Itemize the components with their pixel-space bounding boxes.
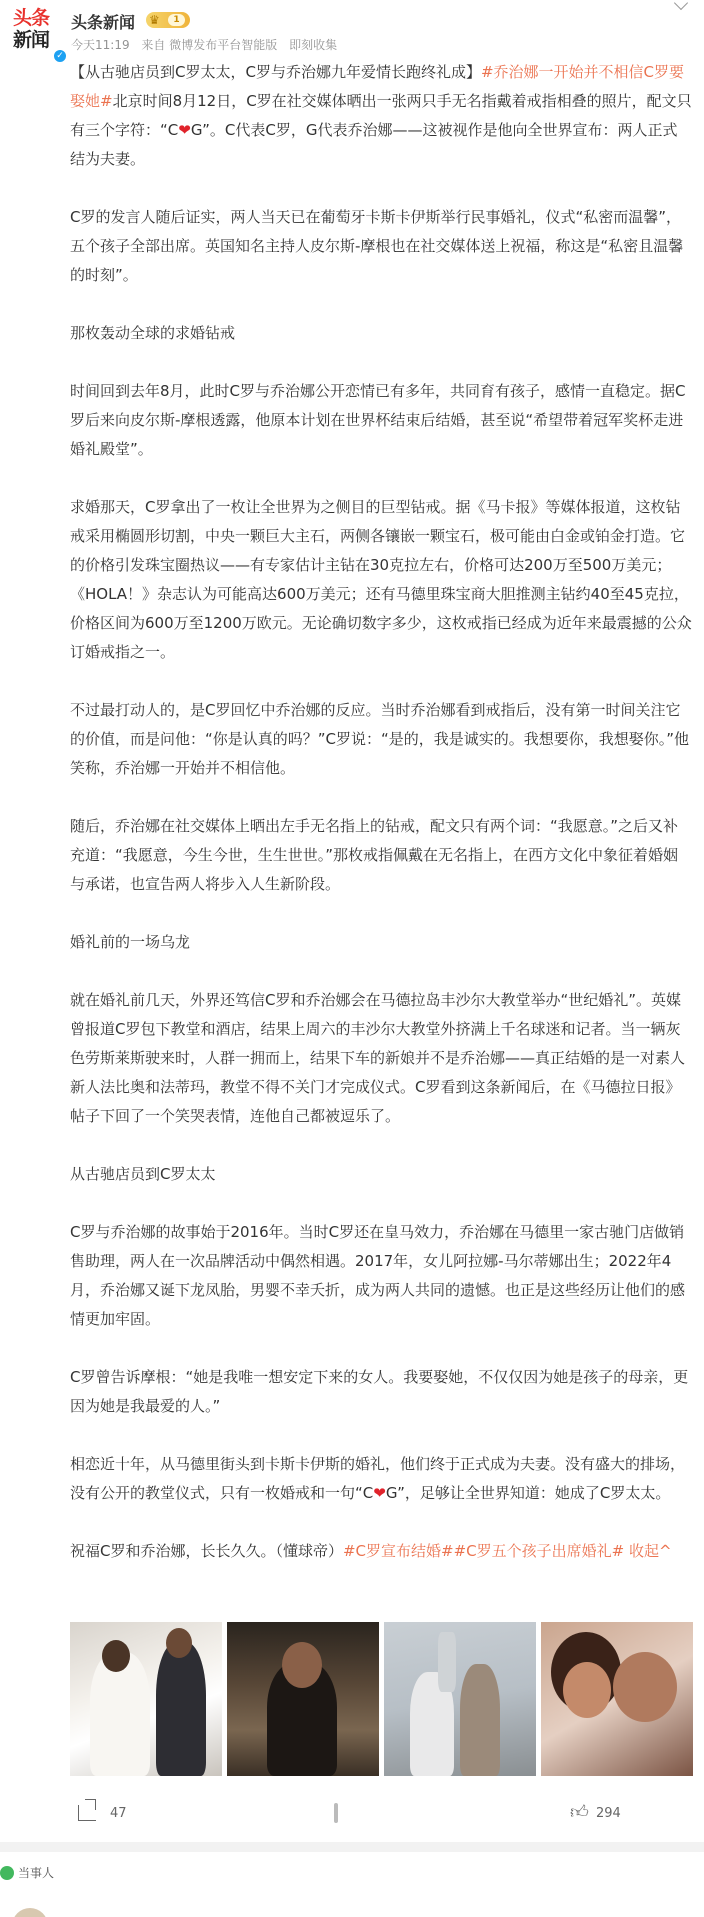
photo-thumbnail[interactable] [227, 1622, 379, 1776]
party-section [0, 1862, 704, 1892]
vip-level: 1 [168, 14, 185, 26]
post-meta [71, 36, 345, 53]
chevron-down-icon[interactable] [674, 2, 692, 12]
photo-thumbnail[interactable] [541, 1622, 693, 1776]
vip-badge[interactable] [146, 12, 190, 28]
photo-grid [70, 1622, 692, 1776]
paragraph-text: 祝福C罗和乔治娜，长长久久。（懂球帝） [70, 1542, 343, 1560]
action-bar [70, 1800, 692, 1830]
headline-text: 【从古驰店员到C罗太太，C罗与乔治娜九年爱情长跑终礼成】 [70, 63, 481, 81]
collect-link[interactable]: 即刻收集 [289, 38, 338, 52]
paragraph-11 [70, 1537, 692, 1566]
logo-text-top: 头条 [13, 7, 50, 29]
avatar[interactable] [10, 6, 64, 61]
post-source: 来自 微博发布平台智能版 [141, 38, 278, 52]
paragraph-10 [70, 1450, 692, 1508]
paragraph-2: C罗的发言人随后证实，两人当天已在葡萄牙卡斯卡伊斯举行民事婚礼，仪式“私密而温馨”，五个孩子全部出席。英国知名主持人皮尔斯-摩根也在社交媒体送上祝福，称这是“私密且温馨的时刻”。 [70, 208, 684, 284]
account-name[interactable]: 头条新闻 [71, 13, 136, 32]
heart-icon: ❤ [373, 1484, 386, 1502]
paragraph-6: 随后，乔治娜在社交媒体上晒出左手无名指上的钻戒，配文只有两个词：“我愿意。”之后又补充道：“我愿意，今生今世，生生世世。”那枚戒指佩戴在无名指上，在西方文化中象征着婚姻与承诺，也宣告两人将步入人生新阶段。 [70, 817, 679, 893]
section-heading: 从古驰店员到C罗太太 [70, 1165, 216, 1183]
thumbs-up-icon[interactable]: 👍︎ [570, 1802, 589, 1823]
paragraph-4: 求婚那天，C罗拿出了一枚让全世界为之侧目的巨型钻戒。据《马卡报》等媒体报道，这枚钻戒采用椭圆形切割，中央一颗巨大主石，两侧各镶嵌一颗宝石，极可能由白金或铂金打造。它的价格引发珠宝圈热议——有专家估计主钻在30克拉左右，价格可达200万至500万美元；《HOLA！》杂志认为可能高达600万美元；还有马德里珠宝商大胆推测主钻约40至45克拉，价格区间为600万至1200万欧元。无论确切数字多少，这枚戒指已经成为近年来最震撼的公众订婚戒指之一。 [70, 498, 692, 661]
post-time[interactable]: 今天11:19 [71, 38, 130, 52]
paragraph-3: 时间回到去年8月，此时C罗与乔治娜公开恋情已有多年，共同育有孩子，感情一直稳定。据C罗后来向皮尔斯-摩根透露，他原本计划在世界杯结束后结婚，甚至说“希望带着冠军奖杯走进婚礼殿堂”。 [70, 382, 686, 458]
logo-text-bottom: 新闻 [13, 29, 50, 51]
topic-link[interactable]: #C罗五个孩子出席婚礼# [453, 1542, 625, 1560]
photo-thumbnail[interactable] [70, 1622, 222, 1776]
paragraph-5: 不过最打动人的，是C罗回忆中乔治娜的反应。当时乔治娜看到戒指后，没有第一时间关注它的价值，而是问他：“你是认真的吗？”C罗说：“是的，我是诚实的。我想要你，我想娶你。”他笑称，乔治娜一开始并不相信他。 [70, 701, 690, 777]
chevron-up-icon[interactable]: ^ [659, 1542, 672, 1560]
paragraph-text: 北京时间8月12日，C罗在社交媒体晒出一张两只手无名指戴着戒指相叠的照片，配文只有三个字符：“C [70, 92, 692, 139]
paragraph-text: G”。C代表C罗，G代表乔治娜——这被视作是他向全世界宣布：两人正式结为夫妻。 [70, 121, 678, 168]
avatar[interactable] [12, 1908, 48, 1917]
paragraph-7: 就在婚礼前几天，外界还笃信C罗和乔治娜会在马德拉岛丰沙尔大教堂举办“世纪婚礼”。英媒曾报道C罗包下教堂和酒店，结果上周六的丰沙尔大教堂外挤满上千名球迷和记者。当一辆灰色劳斯莱斯驶来时，人群一拥而上，结果下车的新娘并不是乔治娜——真正结婚的是一对素人新人法比奥和法蒂玛，教堂不得不关门才完成仪式。C罗看到这条新闻后，在《马德拉日报》帖子下回了一个笑哭表情，连他自己都被逗乐了。 [70, 991, 686, 1125]
paragraph-1 [70, 58, 692, 174]
share-icon[interactable] [78, 1805, 96, 1821]
party-label: 当事人 [18, 1866, 55, 1880]
like-count[interactable]: 294 [596, 1806, 621, 1821]
section-heading: 婚礼前的一场乌龙 [70, 933, 191, 951]
section-divider [0, 1842, 704, 1852]
paragraph-text: G”，足够让全世界知道：她成了C罗太太。 [385, 1484, 671, 1502]
heart-icon: ❤ [178, 121, 191, 139]
party-icon [0, 1866, 14, 1880]
post-body [70, 58, 692, 1595]
comment-icon[interactable] [334, 1803, 338, 1823]
paragraph-text: 相恋近十年，从马德里街头到卡斯卡伊斯的婚礼，他们终于正式成为夫妻。没有盛大的排场，没有公开的教堂仪式，只有一枚婚戒和一句“C [70, 1455, 686, 1502]
paragraph-8: C罗与乔治娜的故事始于2016年。当时C罗还在皇马效力，乔治娜在马德里一家古驰门店做销售助理，两人在一次品牌活动中偶然相遇。2017年，女儿阿拉娜-马尔蒂娜出生；2022年4月，乔治娜又诞下龙凤胎，男婴不幸夭折，成为两人共同的遗憾。也正是这些经历让他们的感情更加牢固。 [70, 1223, 686, 1328]
verified-badge-icon: ✓ [52, 48, 68, 64]
collapse-link[interactable]: 收起 [624, 1542, 660, 1560]
paragraph-9: C罗曾告诉摩根：“她是我唯一想安定下来的女人。我要娶她，不仅仅因为她是孩子的母亲，更因为她是我最爱的人。” [70, 1368, 689, 1415]
photo-thumbnail[interactable] [384, 1622, 536, 1776]
crown-icon: ♛ [149, 13, 160, 27]
topic-link[interactable]: #C罗宣布结婚# [342, 1542, 454, 1560]
topic-link[interactable]: #乔治娜一开始并不相信C罗要娶她# [70, 63, 684, 110]
share-count[interactable]: 47 [110, 1806, 127, 1821]
section-heading: 那枚轰动全球的求婚钻戒 [70, 324, 236, 342]
